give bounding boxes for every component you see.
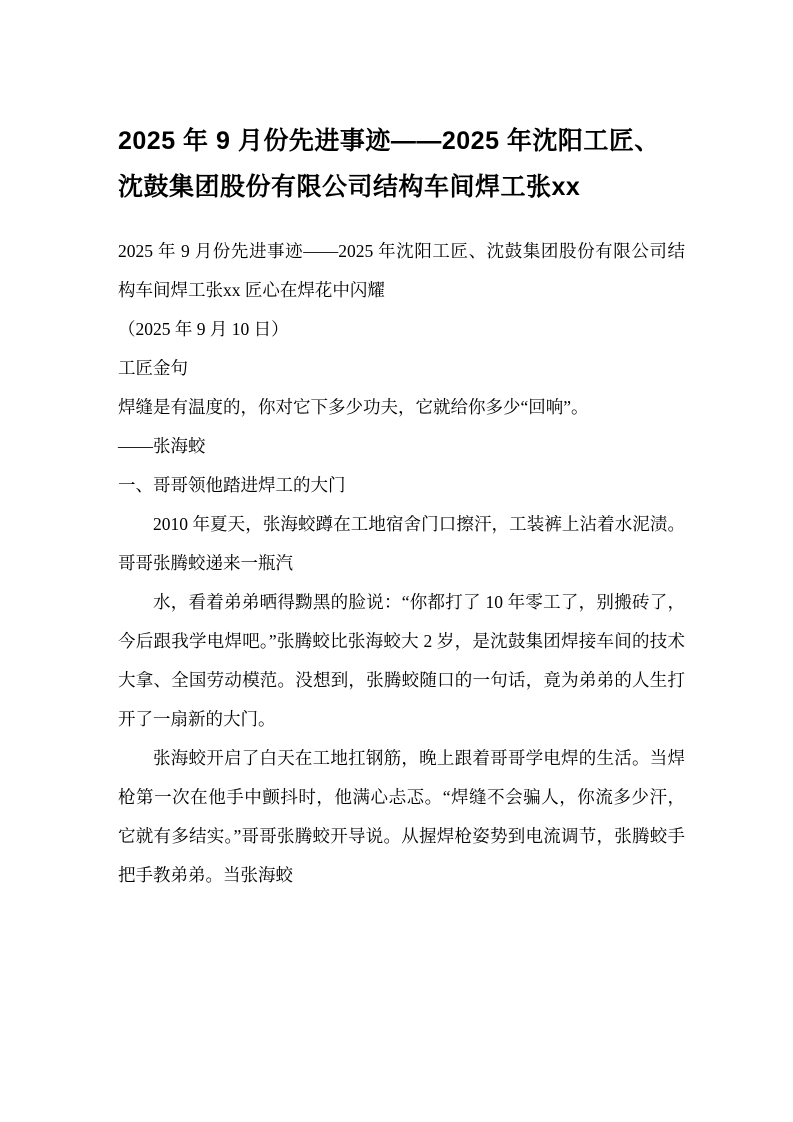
paragraph-body-2: 水，看着弟弟晒得黝黑的脸说：“你都打了 10 年零工了，别搬砖了，今后跟我学电焊吧。”张腾蛟比张海蛟大 2 岁，是沈鼓集团焊接车间的技术大拿、全国劳动模范。没想到，张腾蛟随口的一句话，竟为弟弟的人生打开了一扇新的大门。 — [118, 592, 685, 729]
section-heading-one: 一、哥哥领他踏进焊工的大门 — [118, 475, 346, 495]
page-title: 2025 年 9 月份先进事迹——2025 年沈阳工匠、沈鼓集团股份有限公司结构车间焊工张xx — [118, 127, 660, 201]
document-body — [118, 232, 685, 895]
paragraph-motto-text: 焊缝是有温度的，你对它下多少功夫，它就给你多少“回响”。 — [118, 397, 589, 417]
section-heading-motto: 工匠金句 — [118, 358, 188, 378]
paragraph-date-line: （2025 年 9 月 10 日） — [118, 319, 289, 339]
paragraph-body-3: 张海蛟开启了白天在工地扛钢筋，晚上跟着哥哥学电焊的生活。当焊枪第一次在他手中颤抖时，他满心忐忑。“焊缝不会骗人，你流多少汗，它就有多结实。”哥哥张腾蛟开导说。从握焊枪姿势到电流调节，张腾蛟手把手教弟弟。当张海蛟 — [118, 748, 685, 885]
paragraph-body-1: 2010 年夏天，张海蛟蹲在工地宿舍门口擦汗，工装裤上沾着水泥渍。哥哥张腾蛟递来一瓶汽 — [118, 514, 685, 573]
paragraph-motto-attribution: ——张海蛟 — [118, 436, 206, 456]
paragraph-summary: 2025 年 9 月份先进事迹——2025 年沈阳工匠、沈鼓集团股份有限公司结构车间焊工张xx 匠心在焊花中闪耀 — [118, 241, 685, 300]
